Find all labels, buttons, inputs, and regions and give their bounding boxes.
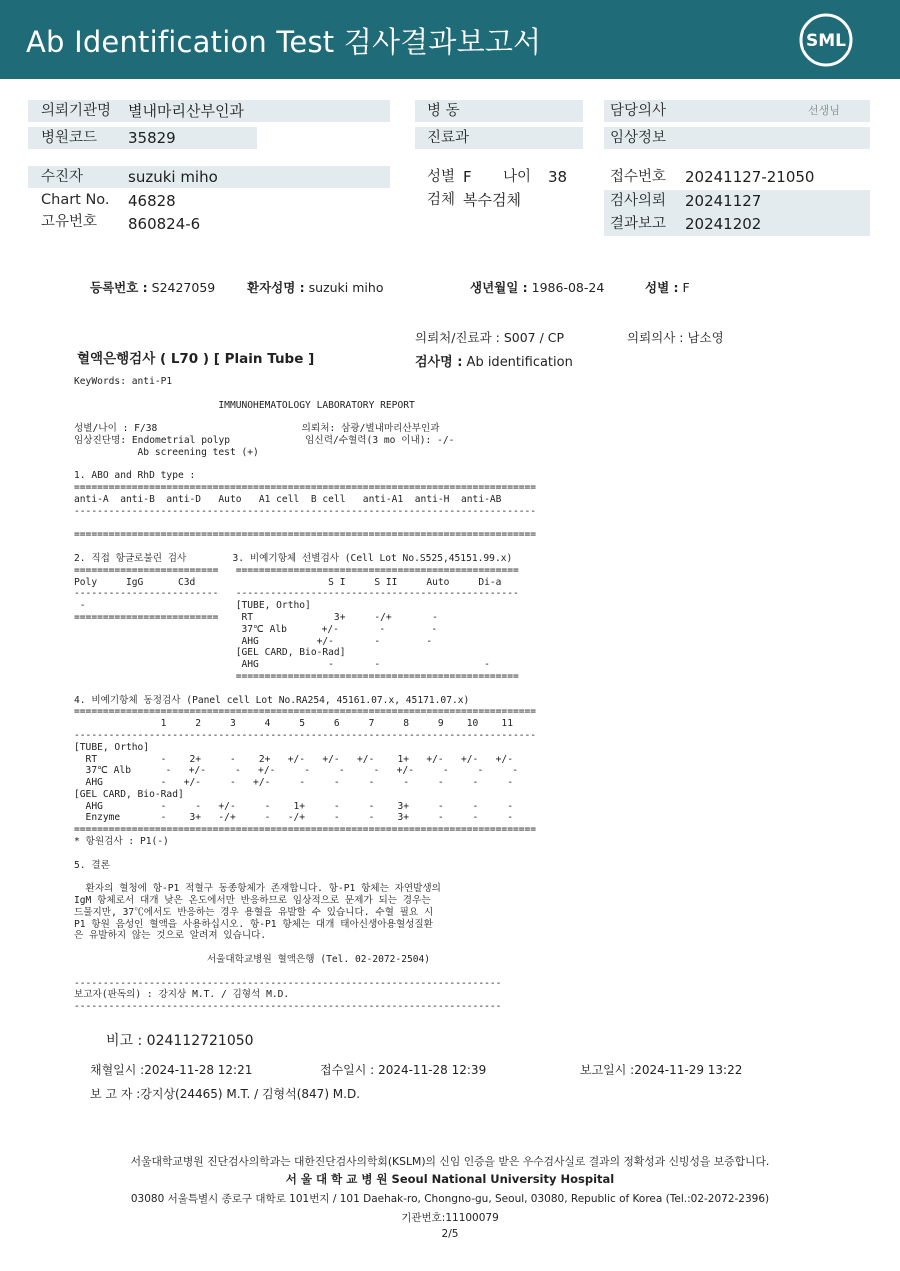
test-name: 검사명 : Ab identification (415, 355, 573, 370)
request-date-value: 20241127 (685, 192, 762, 210)
report-title: Ab Identification Test 검사결과보고서 (26, 25, 542, 59)
sex-value: F (463, 168, 472, 186)
clinical-info-label: 임상정보 (610, 130, 667, 146)
remarks: 비고 : 024112721050 (106, 1033, 254, 1049)
report-datetime: 보고일시 :2024-11-29 13:22 (580, 1063, 743, 1077)
patient-name: 환자성명 : suzuki miho (247, 280, 384, 295)
hospital-code-value: 35829 (128, 129, 176, 147)
sml-logo (798, 12, 854, 68)
institution-label: 의뢰기관명 (41, 103, 112, 119)
logo-text: SML (806, 31, 846, 51)
lab-report-body: KeyWords: anti-P1 IMMUNOHEMATOLOGY LABORATORY REPORT 성별/나이 : F/38 의뢰처: 삼광/별내마리산부인과 임상진단명: Endometrial polyp 임신력/수혈력(3 mo 이내): -/- Ab screening test (+) 1. ABO and RhD type : ================================================================================ anti-A anti-B anti-D Auto A1 cell B cell anti-A1 anti-H anti-AB -------------------------------------------------------------------------------- ================================================================================ 2. 직접 항글로불린 검사 3. 비예기항체 선별검사 (Cell Lot No.S525,45151.99.x) ========================= ================================================= Poly IgG C3d S I S II Auto Di-a ------------------------- ------------------------------------------------- - [TUBE, Ortho] ========================= RT 3+ -/+ - 37℃ Alb +/- - - AHG +/- - - [GEL CARD, Bio-Rad] AHG - - - ================================================= 4. 비예기항체 동정검사 (Panel cell Lot No.RA254, 45161.07.x, 45171.07.x) ================================================================================ 1 2 3 4 5 6 7 8 9 10 11 -------------------------------------------------------------------------------- [TUBE, Ortho] RT - 2+ - 2+ +/- +/- +/- 1+ +/- +/- +/- 37℃ Alb - +/- - +/- - - - +/- - - - AHG - +/- - +/- - - - - - - - [GEL CARD, Bio-Rad] AHG - - +/- - 1+ - - 3+ - - - Enzyme - 3+ -/+ - -/+ - - 3+ - - - ================================================================================ * 항원검사 : P1(-) 5. 결론 환자의 혈청에 항-P1 적혈구 동종항체가 존재합니다. 항-P1 항체는 자연발생의 IgM 항체로서 대개 낮은 온도에서만 반응하므로 임상적으로 문제가 되는 경우는 드물지만, 37℃에서도 반응하는 경우 용혈을 유발할 수 있습니다. 수혈 필요 시 P1 항원 음성인 혈액을 사용하십시오. 항-P1 항체는 대개 태아신생아용혈성질환 은 유발하지 않는 것으로 알려져 있습니다. 서울대학교병원 혈액은행 (Tel. 02-2072-2504) -------------------------------------------------------------------------- 보고자(판독의) : 강지상 M.T. / 김형석 M.D. -------------------------------------------------------------------------- (74, 376, 537, 1013)
unique-id-label: 고유번호 (41, 214, 98, 230)
sex-label: 성별 (427, 169, 456, 185)
department-label: 진료과 (427, 130, 470, 146)
doctor-label: 담당의사 (610, 103, 667, 119)
ward-label: 병 동 (427, 103, 460, 119)
receipt-datetime: 접수일시 : 2024-11-28 12:39 (320, 1063, 487, 1077)
hospital-code-label: 병원코드 (41, 130, 98, 146)
certification-note: 서울대학교병원 진단검사의학과는 대한진단검사의학회(KSLM)의 신임 인증을 받은 우수검사실로 결과의 정확성과 신빙성을 보증합니다. (130, 1155, 770, 1168)
chart-no-label: Chart No. (41, 192, 110, 208)
institution-number: 기관번호:11100079 (401, 1212, 499, 1224)
report-date-label: 결과보고 (610, 216, 667, 232)
requesting-doctor: 의뢰의사 : 남소영 (627, 330, 724, 345)
patient-value: suzuki miho (128, 168, 218, 186)
registration-no: 등록번호 : S2427059 (90, 280, 216, 295)
birth-date: 생년월일 : 1986-08-24 (470, 280, 605, 295)
patient-sex: 성별 : F (645, 280, 690, 295)
age-label: 나이 (503, 169, 532, 185)
reporter: 보 고 자 :강지상(24465) M.T. / 김형석(847) M.D. (90, 1087, 361, 1101)
institution-value: 별내마리산부인과 (128, 102, 244, 120)
unique-id-value: 860824-6 (128, 215, 201, 233)
request-date-label: 검사의뢰 (610, 193, 667, 209)
chart-no-value: 46828 (128, 192, 176, 210)
page-number: 2/5 (441, 1228, 459, 1240)
blood-bank-title: 혈액은행검사 ( L70 ) [ Plain Tube ] (77, 351, 315, 367)
age-value: 38 (548, 168, 568, 186)
requesting-dept: 의뢰처/진료과 : S007 / CP (415, 330, 565, 345)
report-date-value: 20241202 (685, 215, 762, 233)
report-header (0, 0, 900, 79)
receipt-no-label: 접수번호 (610, 169, 667, 185)
specimen-value: 복수검체 (463, 191, 521, 209)
hospital-address: 03080 서울특별시 종로구 대학로 101번지 / 101 Daehak-ro, Chongno-gu, Seoul, 03080, Republic of Korea (Tel.:02-2072-2396) (130, 1193, 770, 1205)
receipt-no-value: 20241127-21050 (685, 168, 815, 186)
doctor-suffix: 선생님 (808, 104, 840, 117)
collection-datetime: 채혈일시 :2024-11-28 12:21 (90, 1063, 253, 1077)
hospital-name: 서 울 대 학 교 병 원 Seoul National University Hospital (285, 1172, 615, 1186)
specimen-label: 검체 (427, 192, 456, 208)
patient-label: 수진자 (41, 169, 84, 185)
